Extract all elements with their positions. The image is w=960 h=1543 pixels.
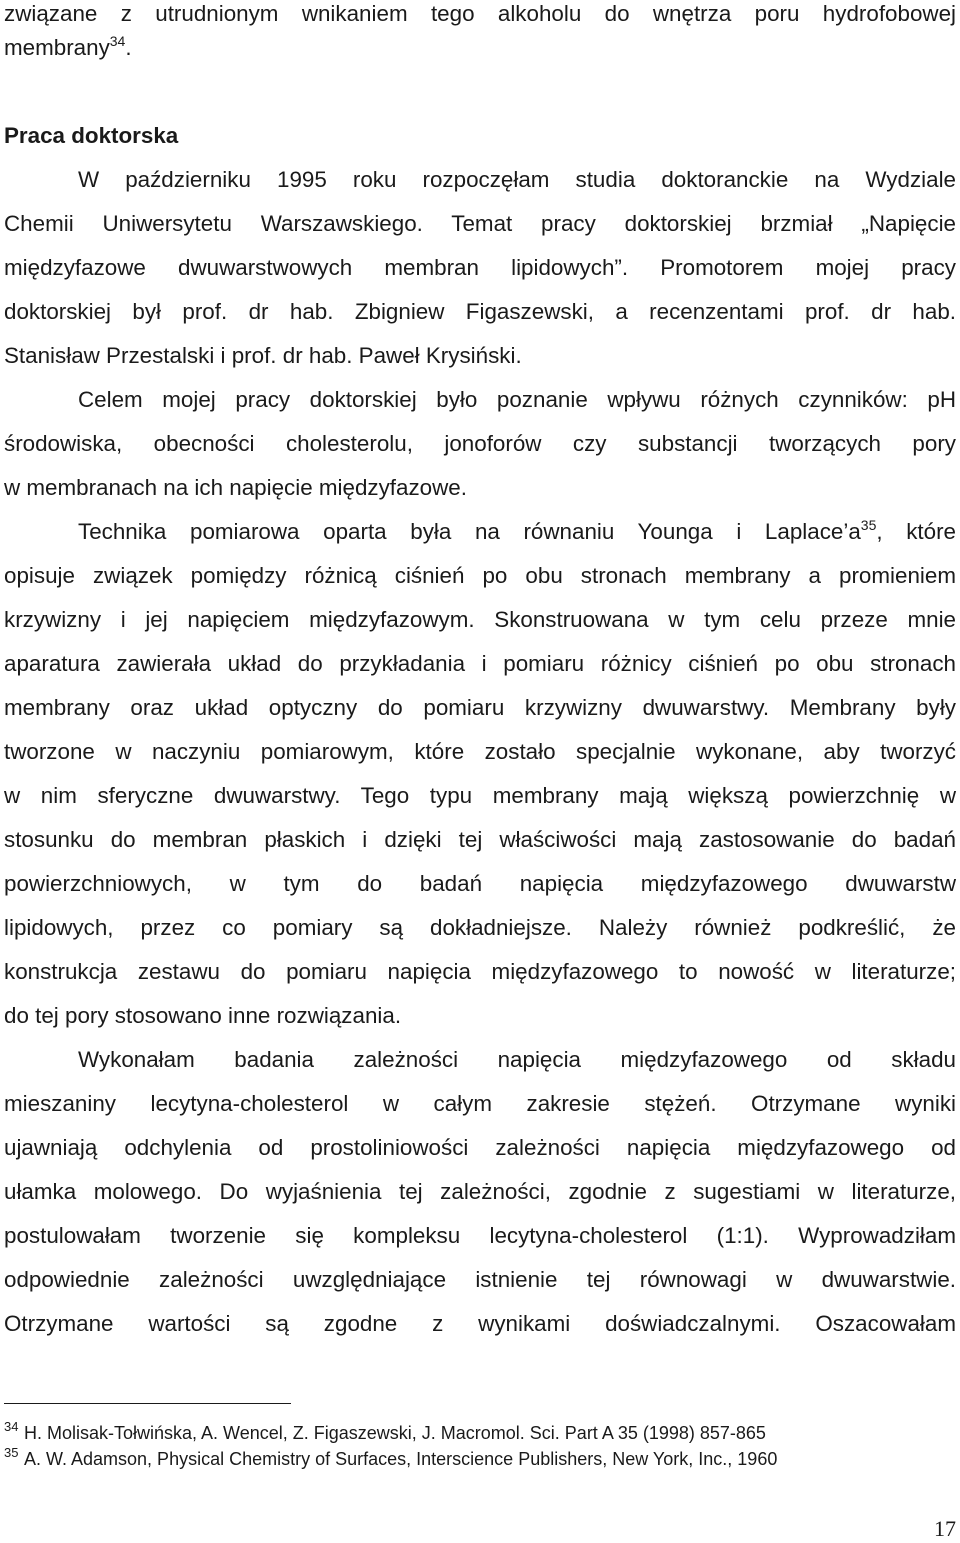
text-line: do tej pory stosowano inne rozwiązania. <box>4 1003 402 1028</box>
text-line: środowiska, obecności cholesterolu, jonoforów czy substancji tworzących pory <box>4 431 956 456</box>
text-line: postulowałam tworzenie się kompleksu lecytyna-cholesterol (1:1). Wyprowadziłam <box>4 1223 956 1248</box>
text-line: aparatura zawierała układ do przykładania i pomiaru różnicy ciśnień po obu stronach <box>4 651 956 676</box>
text-line: w membranach na ich napięcie międzyfazowe. <box>4 475 467 500</box>
page-number: 17 <box>934 1516 956 1541</box>
text-line: membrany$^{34}$. <box>4 33 132 60</box>
footnote-ref[interactable]: 34 <box>109 33 126 49</box>
text-line: lipidowych, przez co pomiary są dokładniejsze. Należy również podkreślić, że <box>4 915 956 940</box>
text-line: opisuje związek pomiędzy różnicą ciśnień po obu stronach membrany a promieniem <box>4 563 956 588</box>
text-line: ujawniają odchylenia od prostoliniowości zależności napięcia międzyfazowego od <box>4 1135 956 1160</box>
text-line: w nim sferyczne dwuwarstwy. Tego typu membrany mają większą powierzchnię w <box>4 783 956 808</box>
footnote-separator <box>4 1403 291 1404</box>
footnote: $^{35}$ A. W. Adamson, Physical Chemistry of Surfaces, Interscience Publishers, New York, Inc., 1960 <box>4 1445 778 1469</box>
text-line: tworzone w naczyniu pomiarowym, które zostało specjalnie wykonane, aby tworzyć <box>4 739 956 764</box>
text-line: krzywizny i jej napięciem międzyfazowym. Skonstruowana w tym celu przeze mnie <box>4 607 956 632</box>
footnote-ref[interactable]: 35 <box>860 517 877 533</box>
text-line: W październiku 1995 roku rozpoczęłam studia doktoranckie na Wydziale <box>78 167 956 192</box>
footnote-text: A. W. Adamson, Physical Chemistry of Surfaces, Interscience Publishers, New York, Inc., 1960 <box>24 1449 778 1469</box>
text-line: Stanisław Przestalski i prof. dr hab. Paweł Krysiński. <box>4 343 522 368</box>
text-line: Otrzymane wartości są zgodne z wynikami doświadczalnymi. Oszacowałam <box>4 1311 956 1336</box>
text-line: powierzchniowych, w tym do badań napięcia międzyfazowego dwuwarstw <box>4 871 956 896</box>
text-line: mieszaniny lecytyna-cholesterol w całym zakresie stężeń. Otrzymane wyniki <box>4 1091 956 1116</box>
text-line: międzyfazowe dwuwarstwowych membran lipidowych”. Promotorem mojej pracy <box>4 255 956 280</box>
text-line: Technika pomiarowa oparta była na równaniu Younga i $Laplace’a^{35}$, które <box>78 517 956 544</box>
text-line: doktorskiej był prof. dr hab. Zbigniew Figaszewski, a recenzentami prof. dr hab. <box>4 299 956 324</box>
text-line: Celem mojej pracy doktorskiej było poznanie wpływu różnych czynników: pH <box>78 387 956 412</box>
text-line: związane z utrudnionym wnikaniem tego alkoholu do wnętrza poru hydrofobowej <box>4 1 956 26</box>
text-line: odpowiednie zależności uwzględniające istnienie tej równowagi w dwuwarstwie. <box>4 1267 956 1292</box>
text-line: Wykonałam badania zależności napięcia międzyfazowego od składu <box>78 1047 956 1072</box>
section-heading: Praca doktorska <box>4 123 179 148</box>
text-line: Chemii Uniwersytetu Warszawskiego. Temat pracy doktorskiej brzmiał „Napięcie <box>4 211 956 236</box>
text-line: membrany oraz układ optyczny do pomiaru krzywizny dwuwarstwy. Membrany były <box>4 695 956 720</box>
text-line: stosunku do membran płaskich i dzięki tej właściwości mają zastosowanie do badań <box>4 827 956 852</box>
text-line: ułamka molowego. Do wyjaśnienia tej zależności, zgodnie z sugestiami w literaturze, <box>4 1179 956 1204</box>
footnote: $^{34}$ H. Molisak-Tołwińska, A. Wencel, Z. Figaszewski, J. Macromol. Sci. Part A 35 (1998) 857-865 <box>4 1419 766 1443</box>
text-line: konstrukcja zestawu do pomiaru napięcia międzyfazowego to nowość w literaturze; <box>4 959 956 984</box>
footnote-text: H. Molisak-Tołwińska, A. Wencel, Z. Figaszewski, J. Macromol. Sci. Part A 35 (1998) 857-865 <box>24 1423 766 1443</box>
